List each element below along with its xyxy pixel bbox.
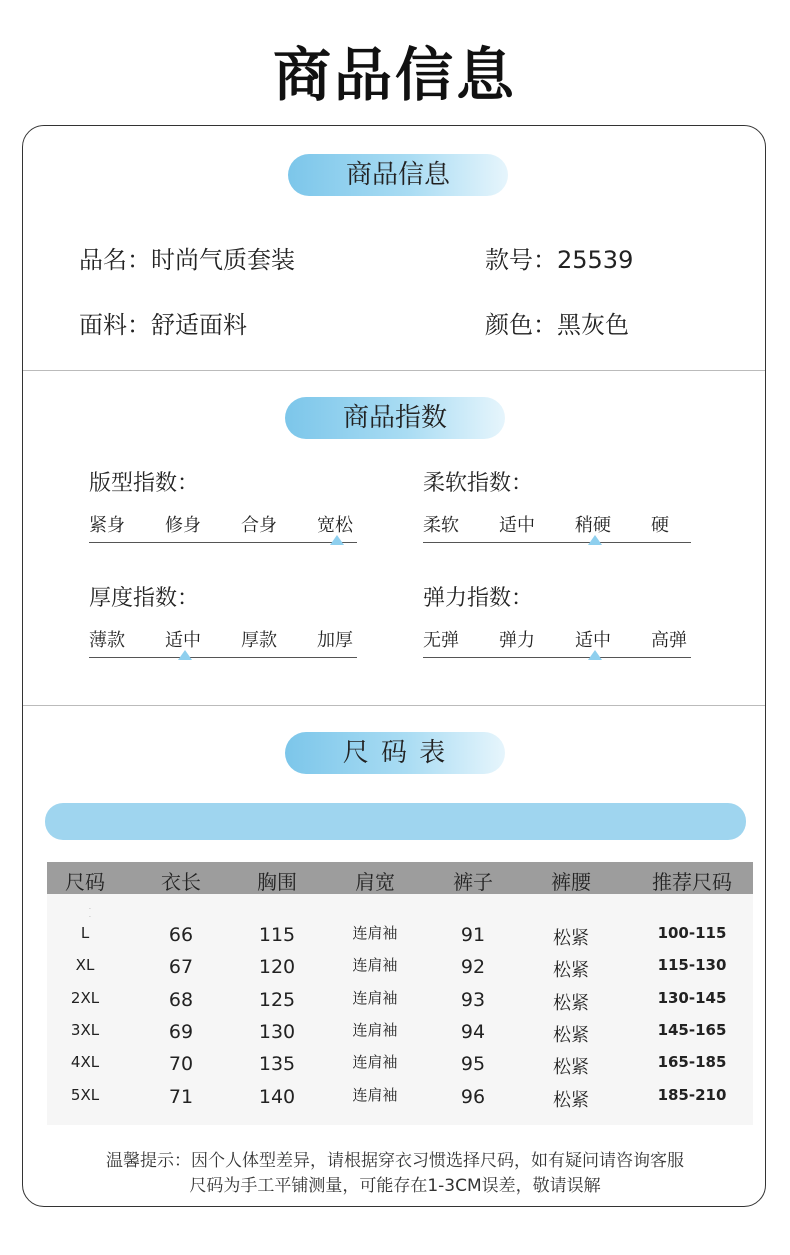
header-length: 衣长 xyxy=(161,870,201,894)
cell-shoulder: 连肩袖 xyxy=(352,924,398,942)
product-name: 品名：时尚气质套装 xyxy=(79,246,295,274)
cell-size: 4XL xyxy=(70,1053,100,1072)
cell-pants: 91 xyxy=(460,924,486,946)
cell-length: 71 xyxy=(168,1085,194,1108)
scale-option: 修身 xyxy=(165,515,201,536)
product-index-pill: 商品指数 xyxy=(285,397,505,439)
cell-shoulder: 连肩袖 xyxy=(352,988,398,1007)
header-recommended: 推荐尺码 xyxy=(652,870,732,894)
scale-line xyxy=(423,657,691,658)
scale-option: 薄款 xyxy=(89,630,125,651)
style-number: 款号：25539 xyxy=(485,246,634,274)
cell-pants: 92 xyxy=(460,956,486,979)
cell-chest: 120 xyxy=(258,956,296,979)
cell-recommended: 130-145 xyxy=(657,988,727,1007)
cell-shoulder: 连肩袖 xyxy=(352,1085,398,1104)
scale-option: 硬 xyxy=(651,515,669,536)
cell-recommended: 100-115 xyxy=(657,924,727,942)
cell-size: XL xyxy=(75,956,95,975)
cell-shoulder: 连肩袖 xyxy=(352,1020,398,1039)
cell-chest: 135 xyxy=(258,1053,296,1076)
cell-length: 68 xyxy=(168,988,194,1011)
thickness-index-scale xyxy=(89,626,359,666)
cell-size: 5XL xyxy=(70,1085,100,1104)
product-info-card xyxy=(22,125,766,1207)
cell-waist: 松紧 xyxy=(553,960,589,982)
cell-chest: 130 xyxy=(258,1020,296,1043)
cell-length: 69 xyxy=(168,1020,194,1043)
cell-recommended: 145-165 xyxy=(657,1020,727,1039)
scale-marker xyxy=(588,650,602,660)
scale-option: 宽松 xyxy=(317,515,353,536)
scale-line xyxy=(423,542,691,543)
thickness-index-title: 厚度指数： xyxy=(89,586,200,611)
cell-shoulder: 连肩袖 xyxy=(352,1053,398,1072)
cell-size: L xyxy=(80,924,90,942)
size-table xyxy=(47,862,753,1125)
cell-recommended: 185-210 xyxy=(657,1085,727,1104)
dots-decoration: · · xyxy=(89,906,91,921)
section-divider xyxy=(23,370,765,371)
scale-option: 高弹 xyxy=(651,630,687,651)
scale-option: 适中 xyxy=(575,630,611,651)
size-chart-banner xyxy=(45,803,746,840)
scale-option: 柔软 xyxy=(423,515,459,536)
cell-length: 70 xyxy=(168,1053,194,1076)
scale-option: 紧身 xyxy=(89,515,125,536)
elasticity-index-scale xyxy=(423,626,693,666)
size-chart-pill: 尺 码 表 xyxy=(285,732,505,774)
scale-option: 适中 xyxy=(499,515,535,536)
cell-length: 66 xyxy=(168,924,194,946)
header-chest: 胸围 xyxy=(257,870,297,894)
scale-option: 弹力 xyxy=(499,630,535,651)
color: 颜色：黑灰色 xyxy=(485,311,629,339)
cell-pants: 95 xyxy=(460,1053,486,1076)
cell-waist: 松紧 xyxy=(553,928,589,949)
scale-option: 厚款 xyxy=(241,630,277,651)
cell-shoulder: 连肩袖 xyxy=(352,956,398,975)
page-title: 商品信息 xyxy=(272,41,517,109)
scale-marker xyxy=(588,535,602,545)
cell-pants: 93 xyxy=(460,988,486,1011)
fit-index-scale xyxy=(89,511,359,551)
scale-line xyxy=(89,657,357,658)
scale-option: 无弹 xyxy=(423,630,459,651)
fit-index-title: 版型指数： xyxy=(89,471,200,496)
product-info-pill: 商品信息 xyxy=(288,154,508,196)
size-note-line2: 尺码为手工平铺测量，可能存在1-3CM误差，敬请误解 xyxy=(189,1176,601,1196)
header-pants: 裤子 xyxy=(453,870,493,894)
header-shoulder: 肩宽 xyxy=(355,870,395,894)
cell-waist: 松紧 xyxy=(553,992,589,1014)
cell-waist: 松紧 xyxy=(553,1057,589,1079)
cell-chest: 140 xyxy=(258,1085,296,1108)
cell-chest: 125 xyxy=(258,988,296,1011)
scale-option: 加厚 xyxy=(317,630,353,651)
section-divider xyxy=(23,705,765,706)
elasticity-index-title: 弹力指数： xyxy=(423,586,534,611)
scale-option: 合身 xyxy=(241,515,277,536)
cell-recommended: 115-130 xyxy=(657,956,727,975)
fabric: 面料：舒适面料 xyxy=(79,311,247,339)
softness-index-title: 柔软指数： xyxy=(423,471,534,496)
cell-recommended: 165-185 xyxy=(657,1053,727,1072)
header-waist: 裤腰 xyxy=(551,870,591,894)
cell-waist: 松紧 xyxy=(553,1089,589,1111)
cell-pants: 96 xyxy=(460,1085,486,1108)
scale-option: 稍硬 xyxy=(575,515,611,536)
cell-waist: 松紧 xyxy=(553,1024,589,1046)
softness-index-scale xyxy=(423,511,693,551)
scale-marker xyxy=(178,650,192,660)
cell-size: 3XL xyxy=(70,1020,100,1039)
cell-size: 2XL xyxy=(70,988,100,1007)
cell-pants: 94 xyxy=(460,1020,486,1043)
size-table-header xyxy=(47,862,753,894)
header-size: 尺码 xyxy=(65,870,105,894)
scale-option: 适中 xyxy=(165,630,201,651)
cell-chest: 115 xyxy=(258,924,296,946)
scale-line xyxy=(89,542,357,543)
size-note-line1: 温馨提示：因个人体型差异，请根据穿衣习惯选择尺码，如有疑问请咨询客服 xyxy=(106,1151,684,1171)
scale-marker xyxy=(330,535,344,545)
cell-length: 67 xyxy=(168,956,194,979)
